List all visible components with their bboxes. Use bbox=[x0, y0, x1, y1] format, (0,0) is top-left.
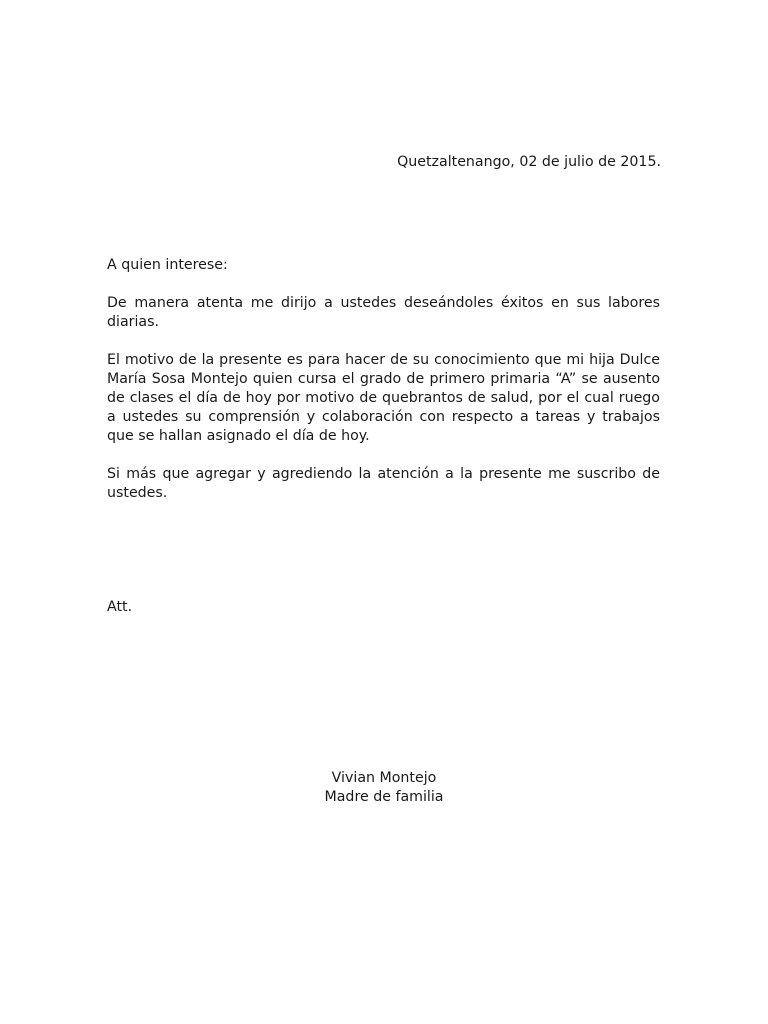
body-paragraph-intro: De manera atenta me dirijo a ustedes deseándoles éxitos en sus labores diarias. bbox=[107, 295, 660, 330]
closing: Att. bbox=[107, 599, 133, 615]
signature-block bbox=[0, 769, 768, 807]
body-paragraph-reason: El motivo de la presente es para hacer de su conocimiento que mi hija Dulce María Sosa Montejo quien cursa el grado de primero primaria “A” se ausento de clases el día de hoy por motivo de quebrantos de salud, por el cual ruego a ustedes su comprensión y colaboración con respecto a tareas y trabajos que se hallan asignado el día de hoy. bbox=[107, 352, 660, 444]
signature-role: Madre de familia bbox=[324, 789, 444, 805]
greeting: A quien interese: bbox=[107, 257, 228, 273]
date-line: Quetzaltenango, 02 de julio de 2015. bbox=[397, 154, 661, 170]
signature-name: Vivian Montejo bbox=[331, 770, 437, 786]
body-paragraph-farewell: Si más que agregar y agrediendo la atención a la presente me suscribo de ustedes. bbox=[107, 466, 660, 501]
